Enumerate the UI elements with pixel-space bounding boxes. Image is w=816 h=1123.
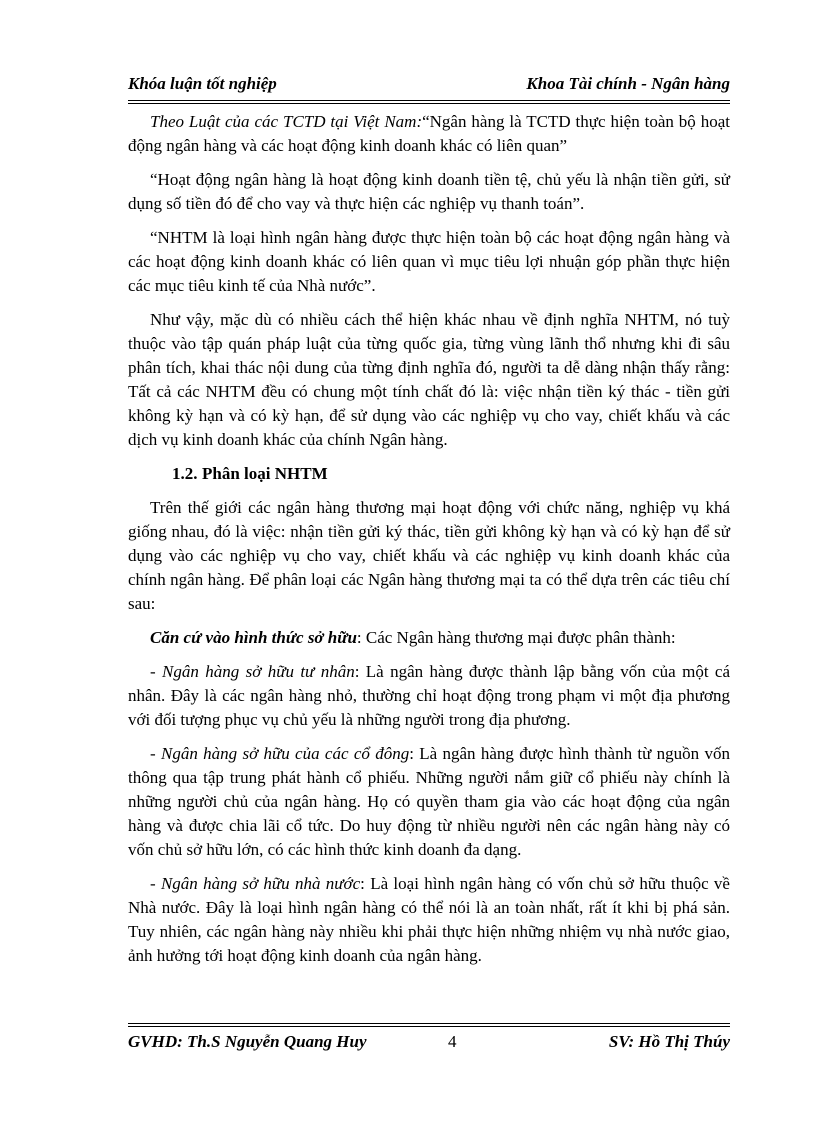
paragraph-7 [128, 660, 730, 732]
paragraph-9-text: : Là loại hình ngân hàng có vốn chủ sở hữu thuộc về Nhà nước. Đây là loại hình ngân hàng có thể nói là an toàn nhất, rất ít khi bị phá sản. Tuy nhiên, các ngân hàng này nhiều khi phải thực hiện những nhiệm vụ nhà nước giao, ảnh hưởng tới hoạt động kinh doanh của ngân hàng. [128, 874, 730, 965]
paragraph-8-text: : Là ngân hàng được hình thành từ nguồn vốn thông qua tập trung phát hành cổ phiếu. Những người nắm giữ cổ phiếu này chính là những người chủ của ngân hàng. Họ có quyền tham gia vào các hoạt động của ngân hàng và được chia lãi cổ tức. Do huy động từ nhiều người nên các ngân hàng này có vốn chủ sở hữu lớn, có các hình thức kinh doanh đa dạng. [128, 744, 730, 859]
paragraph-1-lead: Theo Luật của các TCTD tại Việt Nam: [150, 112, 423, 131]
paragraph-5: Trên thế giới các ngân hàng thương mại hoạt động với chức năng, nghiệp vụ khá giống nhau, đó là việc: nhận tiền gửi ký thác, tiền gửi không kỳ hạn và có kỳ hạn để sử dụng vào các nghiệp vụ cho vay, chiết khấu và các nghiệp vụ kinh doanh khác của chính ngân hàng. Để phân loại các Ngân hàng thương mại ta có thể dựa trên các tiêu chí sau: [128, 498, 730, 613]
dash: - [150, 874, 161, 893]
paragraph-6 [128, 626, 730, 650]
document-body [128, 110, 730, 978]
page-number: 4 [448, 1032, 457, 1051]
section-number: 1.2. [172, 464, 198, 483]
page-header [128, 74, 730, 104]
header-right: Khoa Tài chính - Ngân hàng [526, 74, 730, 93]
paragraph-9 [128, 872, 730, 968]
paragraph-2: “Hoạt động ngân hàng là hoạt động kinh doanh tiền tệ, chủ yếu là nhận tiền gửi, sử dụng số tiền đó để cho vay và thực hiện các nghiệp vụ thanh toán”. [128, 170, 730, 213]
page-footer [128, 1023, 730, 1056]
footer-supervisor: GVHD: Th.S Nguyễn Quang Huy [128, 1032, 367, 1051]
paragraph-6-text: : Các Ngân hàng thương mại được phân thành: [356, 628, 676, 647]
paragraph-1-text: “Ngân hàng là TCTD thực hiện toàn bộ hoạt động ngân hàng và các hoạt động kinh doanh khác có liên quan” [128, 112, 730, 155]
section-title: Phân loại NHTM [202, 464, 328, 483]
paragraph-7-text: : Là ngân hàng được thành lập bằng vốn của một cá nhân. Đây là các ngân hàng nhỏ, thường chỉ hoạt động trong phạm vi một địa phương với đối tượng phục vụ chủ yếu là những người trong địa phương. [128, 662, 731, 729]
dash: - [150, 744, 161, 763]
paragraph-6-lead: Căn cứ vào hình thức sở hữu [150, 628, 357, 647]
paragraph-7-lead: Ngân hàng sở hữu tư nhân [162, 662, 355, 681]
paragraph-9-lead: Ngân hàng sở hữu nhà nước [160, 874, 361, 893]
paragraph-4: Như vậy, mặc dù có nhiều cách thể hiện khác nhau về định nghĩa NHTM, nó tuỳ thuộc vào tập quán pháp luật của từng quốc gia, từng vùng lãnh thổ nhưng khi đi sâu phân tích, khai thác nội dung của từng định nghĩa đó, người ta dễ dàng nhận thấy rằng: Tất cả các NHTM đều có chung một tính chất đó là: việc nhận tiền ký thác - tiền gửi không kỳ hạn và có kỳ hạn, để sử dụng vào các nghiệp vụ cho vay, chiết khấu và các dịch vụ kinh doanh khác của chính Ngân hàng. [128, 310, 730, 449]
header-left: Khóa luận tốt nghiệp [128, 74, 277, 93]
paragraph-3: “NHTM là loại hình ngân hàng được thực hiện toàn bộ các hoạt động ngân hàng và các hoạt động kinh doanh khác có liên quan vì mục tiêu lợi nhuận góp phần thực hiện các mục tiêu kinh tế của Nhà nước”. [128, 228, 730, 295]
dash: - [150, 662, 163, 681]
footer-student: SV: Hồ Thị Thúy [608, 1032, 730, 1051]
paragraph-1 [128, 110, 730, 158]
paragraph-8 [128, 742, 730, 862]
section-heading [128, 462, 730, 486]
paragraph-8-lead: Ngân hàng sở hữu của các cổ đông [160, 744, 410, 763]
